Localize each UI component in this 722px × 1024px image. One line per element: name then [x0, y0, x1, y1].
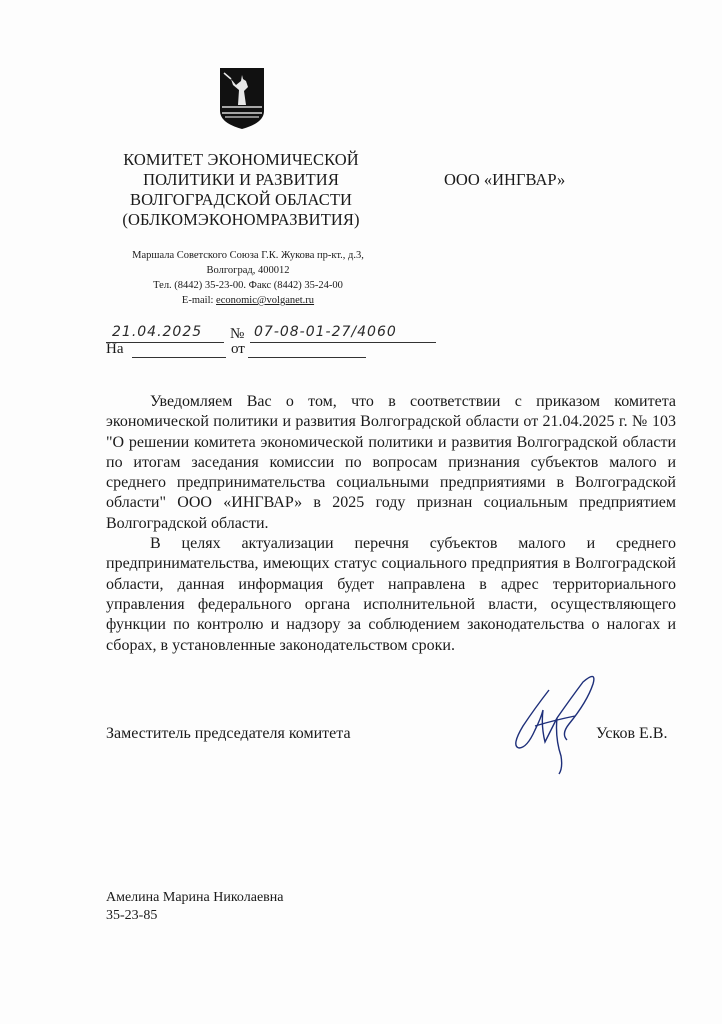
address-street: Маршала Советского Союза Г.К. Жукова пр-кт., д.3, — [132, 250, 364, 261]
signatory-title: Заместитель председателя комитета — [106, 725, 351, 742]
recipient: ООО «ИНГВАР» — [444, 170, 566, 189]
ref-underline — [132, 357, 226, 358]
executor-name: Амелина Марина Николаевна — [106, 890, 284, 905]
body-paragraph-1: Уведомляем Вас о том, что в соответствии с приказом комитета экономической политики и развития Волгоградской области от 21.04.2025 г. № 103 "О решении комитета экономической политики и развития Волгоградской области по итогам заседания комиссии по вопросам признания субъектов малого и среднего предпринимательства социальными предприятиями в Волгоградской области" ООО «ИНГВАР» в 2025 году признан социальным предприятием Волгоградской области. — [106, 393, 676, 532]
email-line — [108, 293, 388, 308]
handwritten-signature-icon — [505, 668, 605, 776]
reference-row — [106, 341, 376, 361]
ref-from-underline — [248, 357, 366, 358]
ref-from-label: от — [231, 341, 245, 357]
body-paragraph-2: В целях актуализации перечня субъектов малого и среднего предпринимательства, имеющих статус социального предприятия в Волгоградской области, данная информация будет направлена в адрес территориального управления федерального органа исполнительной власти, осуществляющего функции по контролю и надзору за соблюдением законодательства о налогах и сборах, в установленные законодательством сроки. — [106, 535, 676, 654]
org-line-3: ВОЛГОГРАДСКОЙ ОБЛАСТИ — [129, 190, 353, 209]
address-city: Волгоград, 400012 — [206, 265, 290, 276]
org-line-1: КОМИТЕТ ЭКОНОМИЧЕСКОЙ — [123, 150, 359, 169]
ref-label: На — [106, 341, 124, 357]
phone-fax: Тел. (8442) 35-23-00. Факс (8442) 35-24-00 — [153, 280, 343, 291]
email-label: E-mail: — [181, 295, 217, 306]
registration-number: 07-08-01-27/4060 — [254, 324, 397, 340]
number-label: № — [230, 326, 245, 342]
organization-name — [100, 150, 382, 230]
signatory-name: Усков Е.В. — [596, 725, 668, 742]
letter-body — [106, 392, 676, 656]
org-line-4: (ОБЛКОМЭКОНОМРАЗВИТИЯ) — [122, 210, 360, 229]
address-block — [108, 248, 388, 308]
executor-phone: 35-23-85 — [106, 908, 158, 923]
registration-date: 21.04.2025 — [112, 324, 203, 340]
executor-block — [106, 889, 283, 925]
volgograd-coat-of-arms-icon — [219, 67, 265, 130]
org-line-2: ПОЛИТИКИ И РАЗВИТИЯ — [143, 170, 339, 189]
email-link[interactable]: economic@volganet.ru — [216, 295, 315, 306]
